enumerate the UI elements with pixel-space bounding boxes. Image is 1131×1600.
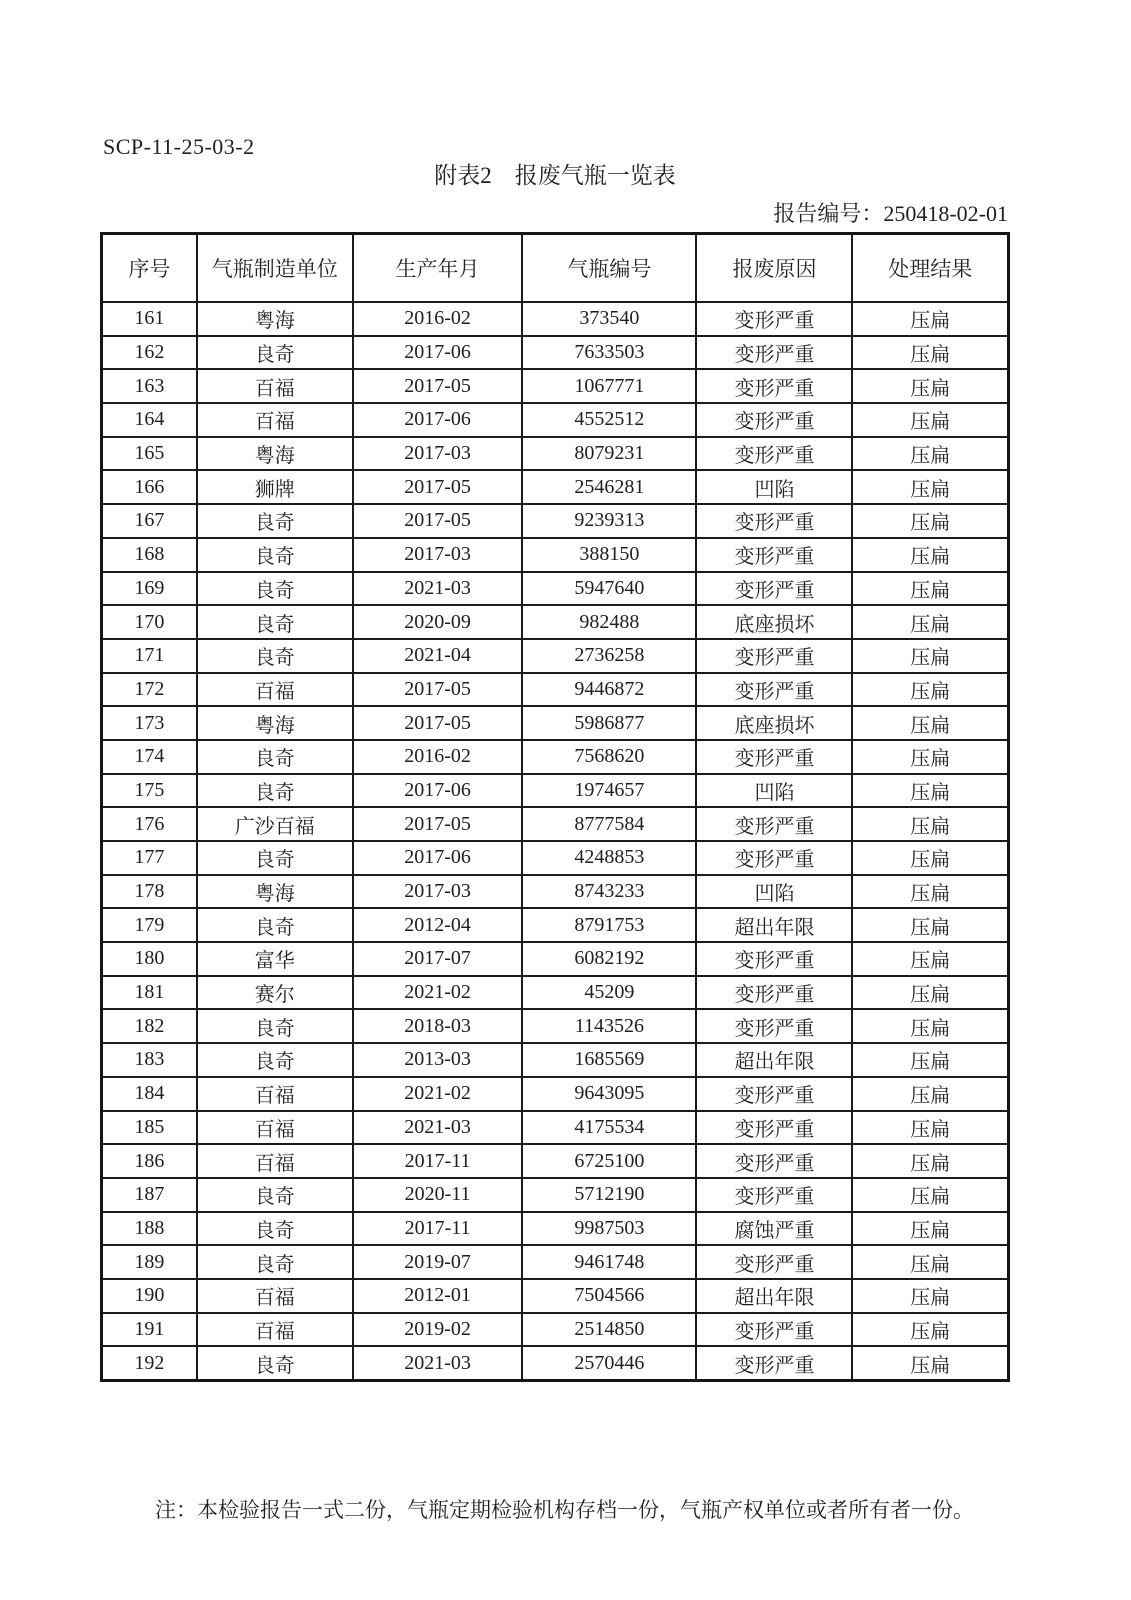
table-cell: 7504566	[522, 1279, 696, 1313]
table-cell: 2017-05	[353, 706, 523, 740]
table-cell: 2021-04	[353, 639, 523, 673]
document-code: SCP-11-25-03-2	[103, 134, 255, 159]
table-cell: 188	[102, 1212, 197, 1246]
report-number-label: 报告编号：	[773, 201, 884, 226]
table-cell: 9446872	[522, 673, 696, 707]
table-cell: 压扁	[852, 369, 1008, 403]
table-row	[102, 1009, 1009, 1043]
table-cell: 8079231	[522, 437, 696, 471]
table-cell: 变形严重	[696, 673, 852, 707]
table-cell: 181	[102, 976, 197, 1010]
table-cell: 171	[102, 639, 197, 673]
table-header-cell: 处理结果	[852, 234, 1008, 303]
table-cell: 2019-07	[353, 1245, 523, 1279]
table-row	[102, 875, 1009, 909]
table-cell: 5947640	[522, 572, 696, 606]
footnote: 注：本检验报告一式二份，气瓶定期检验机构存档一份，气瓶产权单位或者所有者一份。	[155, 1498, 974, 1522]
table-cell: 压扁	[852, 504, 1008, 538]
table-cell: 良奇	[197, 1009, 353, 1043]
table-cell: 2016-02	[353, 302, 523, 336]
table-cell: 172	[102, 673, 197, 707]
table-cell: 9987503	[522, 1212, 696, 1246]
table-cell: 2018-03	[353, 1009, 523, 1043]
table-cell: 压扁	[852, 1111, 1008, 1145]
table-cell: 狮牌	[197, 470, 353, 504]
table-cell: 45209	[522, 976, 696, 1010]
table-cell: 良奇	[197, 639, 353, 673]
table-cell: 变形严重	[696, 841, 852, 875]
table-cell: 7568620	[522, 740, 696, 774]
table-row	[102, 504, 1009, 538]
table-cell: 2020-11	[353, 1178, 523, 1212]
page-title: 附表2 报废气瓶一览表	[434, 163, 676, 188]
table-cell: 压扁	[852, 1346, 1008, 1380]
table-cell: 压扁	[852, 807, 1008, 841]
table-cell: 2017-06	[353, 336, 523, 370]
table-cell: 广沙百福	[197, 807, 353, 841]
table-cell: 良奇	[197, 1178, 353, 1212]
table-cell: 2021-03	[353, 1111, 523, 1145]
table-cell: 2546281	[522, 470, 696, 504]
table-cell: 压扁	[852, 1178, 1008, 1212]
table-cell: 百福	[197, 1313, 353, 1347]
table-cell: 182	[102, 1009, 197, 1043]
table-row	[102, 369, 1009, 403]
table-cell: 8777584	[522, 807, 696, 841]
table-cell: 2570446	[522, 1346, 696, 1380]
table-cell: 1685569	[522, 1043, 696, 1077]
table-row	[102, 1279, 1009, 1313]
table-cell: 压扁	[852, 1279, 1008, 1313]
table-cell: 凹陷	[696, 470, 852, 504]
table-cell: 2017-05	[353, 504, 523, 538]
table-cell: 2020-09	[353, 605, 523, 639]
table-cell: 6082192	[522, 942, 696, 976]
table-cell: 压扁	[852, 1212, 1008, 1246]
table-cell: 压扁	[852, 336, 1008, 370]
table-cell: 粤海	[197, 706, 353, 740]
table-cell: 2017-11	[353, 1144, 523, 1178]
table-cell: 良奇	[197, 1212, 353, 1246]
table-cell: 162	[102, 336, 197, 370]
table-cell: 169	[102, 572, 197, 606]
table-cell: 9643095	[522, 1077, 696, 1111]
table-cell: 2017-05	[353, 807, 523, 841]
table-cell: 2021-03	[353, 572, 523, 606]
table-cell: 177	[102, 841, 197, 875]
table-cell: 良奇	[197, 336, 353, 370]
table-cell: 183	[102, 1043, 197, 1077]
table-cell: 4552512	[522, 403, 696, 437]
table-cell: 超出年限	[696, 1043, 852, 1077]
table-cell: 变形严重	[696, 302, 852, 336]
table-cell: 9461748	[522, 1245, 696, 1279]
table-cell: 压扁	[852, 875, 1008, 909]
table-cell: 富华	[197, 942, 353, 976]
table-cell: 8791753	[522, 908, 696, 942]
table-cell: 超出年限	[696, 908, 852, 942]
table-row	[102, 1077, 1009, 1111]
table-cell: 175	[102, 774, 197, 808]
table-row	[102, 1313, 1009, 1347]
table-cell: 压扁	[852, 1313, 1008, 1347]
table-row	[102, 1212, 1009, 1246]
table-cell: 底座损坏	[696, 706, 852, 740]
table-cell: 压扁	[852, 1009, 1008, 1043]
table-cell: 2013-03	[353, 1043, 523, 1077]
table-cell: 变形严重	[696, 1144, 852, 1178]
table-cell: 2017-11	[353, 1212, 523, 1246]
table-row	[102, 538, 1009, 572]
report-number	[100, 197, 1008, 228]
table-row	[102, 1245, 1009, 1279]
table-cell: 压扁	[852, 1043, 1008, 1077]
table-cell: 168	[102, 538, 197, 572]
table-cell: 变形严重	[696, 336, 852, 370]
table-cell: 2736258	[522, 639, 696, 673]
table-row	[102, 908, 1009, 942]
table-row	[102, 807, 1009, 841]
table-cell: 变形严重	[696, 572, 852, 606]
table-row	[102, 470, 1009, 504]
table-cell: 2019-02	[353, 1313, 523, 1347]
table-cell: 压扁	[852, 1077, 1008, 1111]
table-cell: 良奇	[197, 841, 353, 875]
table-cell: 2017-05	[353, 673, 523, 707]
table-row	[102, 403, 1009, 437]
table-cell: 2017-03	[353, 437, 523, 471]
table-cell: 赛尔	[197, 976, 353, 1010]
table-cell: 变形严重	[696, 504, 852, 538]
table-cell: 百福	[197, 1279, 353, 1313]
table-cell: 变形严重	[696, 1178, 852, 1212]
table-cell: 压扁	[852, 538, 1008, 572]
table-cell: 2021-03	[353, 1346, 523, 1380]
table-row	[102, 1346, 1009, 1380]
table-cell: 2017-06	[353, 841, 523, 875]
table-cell: 982488	[522, 605, 696, 639]
table-cell: 百福	[197, 1144, 353, 1178]
table-row	[102, 1111, 1009, 1145]
table-cell: 粤海	[197, 875, 353, 909]
table-cell: 粤海	[197, 437, 353, 471]
table-cell: 压扁	[852, 302, 1008, 336]
table-row	[102, 1178, 1009, 1212]
table-cell: 压扁	[852, 740, 1008, 774]
table-cell: 170	[102, 605, 197, 639]
table-row	[102, 841, 1009, 875]
report-number-value: 250418-02-01	[883, 201, 1008, 226]
table-cell: 2012-01	[353, 1279, 523, 1313]
table-cell: 167	[102, 504, 197, 538]
table-cell: 2017-06	[353, 774, 523, 808]
table-row	[102, 976, 1009, 1010]
table-cell: 底座损坏	[696, 605, 852, 639]
table-cell: 185	[102, 1111, 197, 1145]
table-header-cell: 气瓶制造单位	[197, 234, 353, 303]
table-cell: 2012-04	[353, 908, 523, 942]
table-cell: 5712190	[522, 1178, 696, 1212]
table-cell: 压扁	[852, 605, 1008, 639]
table-cell: 压扁	[852, 572, 1008, 606]
table-header-cell: 序号	[102, 234, 197, 303]
table-cell: 2514850	[522, 1313, 696, 1347]
table-cell: 176	[102, 807, 197, 841]
table-cell: 5986877	[522, 706, 696, 740]
table-cell: 压扁	[852, 706, 1008, 740]
table-cell: 2017-05	[353, 470, 523, 504]
table-row	[102, 572, 1009, 606]
table-cell: 变形严重	[696, 1346, 852, 1380]
table-cell: 腐蚀严重	[696, 1212, 852, 1246]
table-cell: 变形严重	[696, 538, 852, 572]
table-row	[102, 740, 1009, 774]
table-cell: 变形严重	[696, 403, 852, 437]
table-cell: 百福	[197, 1077, 353, 1111]
table-row	[102, 1043, 1009, 1077]
table-cell: 凹陷	[696, 774, 852, 808]
table-cell: 2021-02	[353, 976, 523, 1010]
table-cell: 变形严重	[696, 1245, 852, 1279]
table-row	[102, 774, 1009, 808]
table-cell: 良奇	[197, 1043, 353, 1077]
table-cell: 190	[102, 1279, 197, 1313]
table-cell: 良奇	[197, 1346, 353, 1380]
table-cell: 超出年限	[696, 1279, 852, 1313]
table-cell: 166	[102, 470, 197, 504]
table-cell: 1067771	[522, 369, 696, 403]
table-cell: 180	[102, 942, 197, 976]
table-cell: 373540	[522, 302, 696, 336]
table-cell: 压扁	[852, 774, 1008, 808]
table-cell: 191	[102, 1313, 197, 1347]
table-row	[102, 605, 1009, 639]
table-cell: 变形严重	[696, 1111, 852, 1145]
table-cell: 变形严重	[696, 369, 852, 403]
table-cell: 2017-07	[353, 942, 523, 976]
table-cell: 变形严重	[696, 976, 852, 1010]
table-row	[102, 639, 1009, 673]
table-cell: 6725100	[522, 1144, 696, 1178]
table-cell: 百福	[197, 369, 353, 403]
table-cell: 178	[102, 875, 197, 909]
table-cell: 良奇	[197, 908, 353, 942]
table-cell: 7633503	[522, 336, 696, 370]
table-cell: 161	[102, 302, 197, 336]
table-cell: 压扁	[852, 976, 1008, 1010]
table-cell: 2017-06	[353, 403, 523, 437]
table-cell: 良奇	[197, 572, 353, 606]
table-cell: 压扁	[852, 403, 1008, 437]
table-cell: 1143526	[522, 1009, 696, 1043]
table-cell: 变形严重	[696, 437, 852, 471]
table-cell: 2016-02	[353, 740, 523, 774]
table-cell: 粤海	[197, 302, 353, 336]
table-cell: 9239313	[522, 504, 696, 538]
table-cell: 1974657	[522, 774, 696, 808]
table-cell: 压扁	[852, 1245, 1008, 1279]
table-cell: 百福	[197, 673, 353, 707]
table-cell: 186	[102, 1144, 197, 1178]
table-cell: 164	[102, 403, 197, 437]
table-cell: 压扁	[852, 470, 1008, 504]
table-cell: 百福	[197, 1111, 353, 1145]
table-cell: 压扁	[852, 942, 1008, 976]
table-header-cell: 报废原因	[696, 234, 852, 303]
table-row	[102, 673, 1009, 707]
table-cell: 变形严重	[696, 1077, 852, 1111]
table-row	[102, 302, 1009, 336]
table-cell: 4248853	[522, 841, 696, 875]
table-row	[102, 336, 1009, 370]
table-row	[102, 706, 1009, 740]
table-cell: 压扁	[852, 841, 1008, 875]
table-cell: 2017-03	[353, 538, 523, 572]
table-cell: 8743233	[522, 875, 696, 909]
table-cell: 压扁	[852, 673, 1008, 707]
table-cell: 变形严重	[696, 1313, 852, 1347]
table-header-row	[102, 234, 1009, 303]
table-cell: 压扁	[852, 1144, 1008, 1178]
table-cell: 变形严重	[696, 740, 852, 774]
table-cell: 良奇	[197, 740, 353, 774]
table-cell: 良奇	[197, 1245, 353, 1279]
table-cell: 192	[102, 1346, 197, 1380]
table-cell: 2017-05	[353, 369, 523, 403]
table-row	[102, 437, 1009, 471]
table-header-cell: 气瓶编号	[522, 234, 696, 303]
table-cell: 良奇	[197, 605, 353, 639]
table-cell: 2017-03	[353, 875, 523, 909]
table-header-cell: 生产年月	[353, 234, 523, 303]
table-cell: 变形严重	[696, 639, 852, 673]
table-cell: 184	[102, 1077, 197, 1111]
table-row	[102, 1144, 1009, 1178]
table-cell: 173	[102, 706, 197, 740]
table-cell: 变形严重	[696, 1009, 852, 1043]
table-cell: 165	[102, 437, 197, 471]
table-cell: 良奇	[197, 538, 353, 572]
table-cell: 良奇	[197, 504, 353, 538]
table-cell: 变形严重	[696, 807, 852, 841]
table-cell: 4175534	[522, 1111, 696, 1145]
table-cell: 百福	[197, 403, 353, 437]
table-cell: 179	[102, 908, 197, 942]
table-cell: 189	[102, 1245, 197, 1279]
table-cell: 变形严重	[696, 942, 852, 976]
table-cell: 388150	[522, 538, 696, 572]
table-row	[102, 942, 1009, 976]
table-cell: 压扁	[852, 437, 1008, 471]
table-cell: 压扁	[852, 639, 1008, 673]
table-cell: 压扁	[852, 908, 1008, 942]
table-cell: 凹陷	[696, 875, 852, 909]
table-cell: 163	[102, 369, 197, 403]
table-cell: 187	[102, 1178, 197, 1212]
table-cell: 174	[102, 740, 197, 774]
scrapped-cylinder-table	[100, 232, 1010, 1382]
table-cell: 良奇	[197, 774, 353, 808]
table-cell: 2021-02	[353, 1077, 523, 1111]
